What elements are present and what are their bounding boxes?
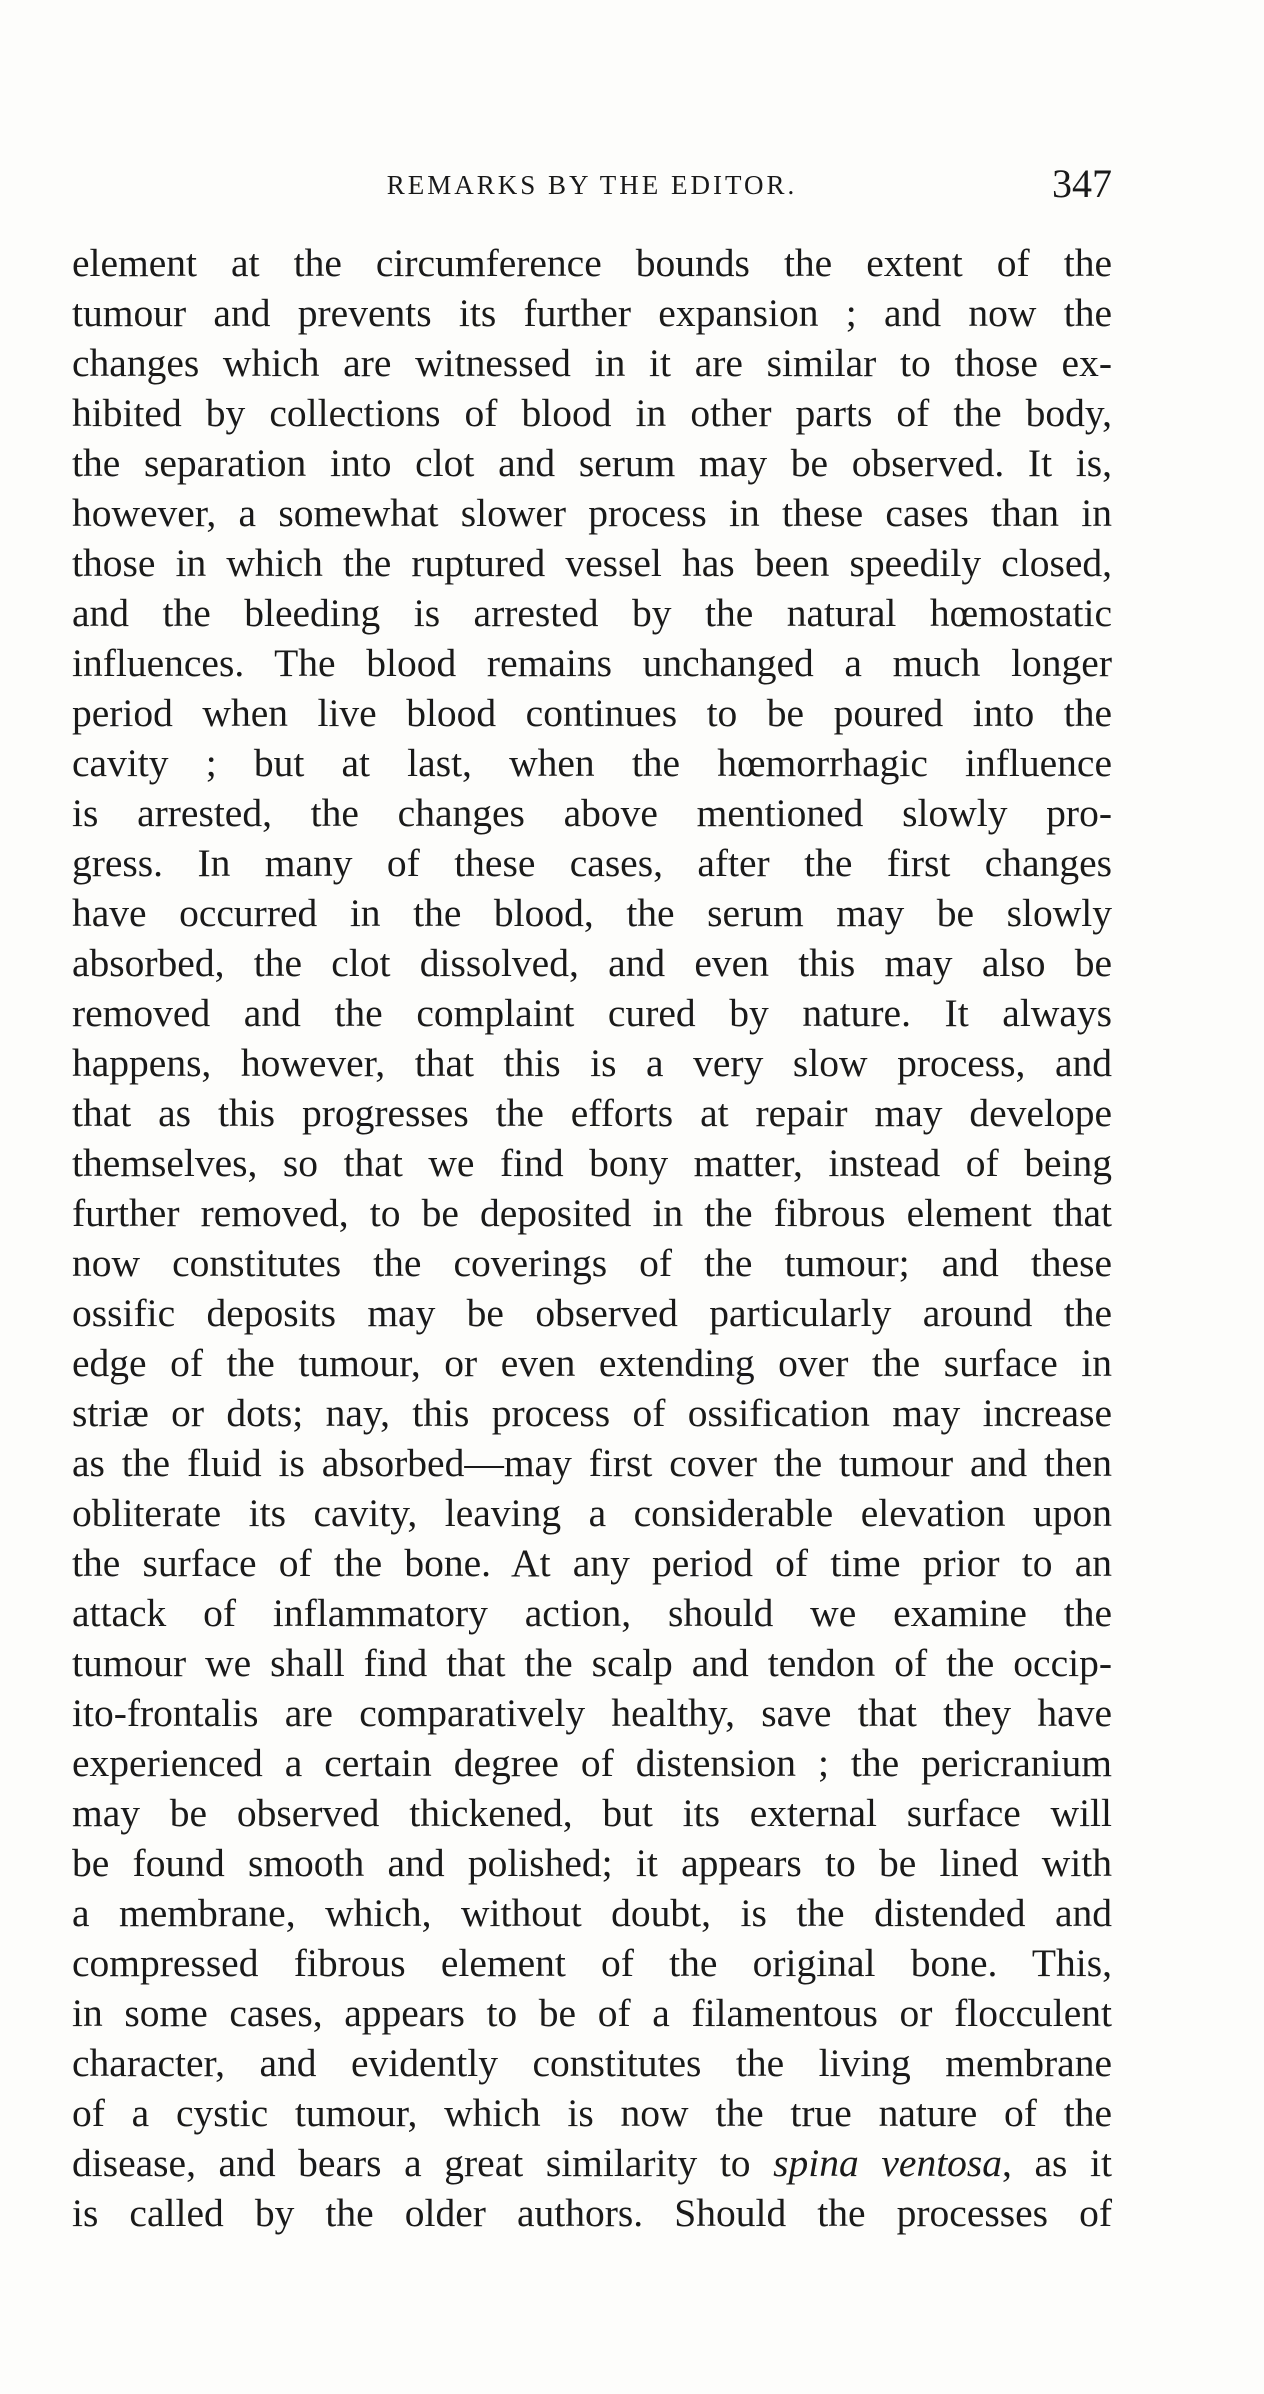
text-line: and the bleeding is arrested by the natural hœmostatic [72, 591, 1112, 635]
text-line: obliterate its cavity, leaving a considerable elevation upon [72, 1491, 1112, 1535]
text-line: compressed fibrous element of the original bone. This, [72, 1941, 1112, 1985]
text-line: changes which are witnessed in it are similar to those ex- [72, 341, 1112, 385]
text-line: a membrane, which, without doubt, is the distended and [72, 1891, 1112, 1935]
text-line: absorbed, the clot dissolved, and even this may also be [72, 941, 1112, 985]
text-line: hibited by collections of blood in other parts of the body, [72, 391, 1112, 435]
text-line-with-italic [72, 2138, 1112, 2188]
text-line: ossific deposits may be observed particularly around the [72, 1291, 1112, 1335]
running-title: REMARKS BY THE EDITOR. [386, 170, 798, 200]
text-line: is called by the older authors. Should the processes of [72, 2191, 1112, 2235]
text-line: however, a somewhat slower process in these cases than in [72, 491, 1112, 535]
text-line: tumour we shall find that the scalp and tendon of the occip- [72, 1641, 1112, 1685]
text-line: gress. In many of these cases, after the first changes [72, 841, 1112, 885]
text-line: those in which the ruptured vessel has been speedily closed, [72, 541, 1112, 585]
text-line: experienced a certain degree of distension ; the pericranium [72, 1741, 1112, 1785]
text-line: now constitutes the coverings of the tumour; and these [72, 1241, 1112, 1285]
page-number: 347 [1052, 161, 1112, 206]
text-line: cavity ; but at last, when the hœmorrhagic influence [72, 741, 1112, 785]
text-line: ito-frontalis are comparatively healthy, save that they have [72, 1691, 1112, 1735]
text-line: be found smooth and polished; it appears to be lined with [72, 1841, 1112, 1885]
text-line: happens, however, that this is a very slow process, and [72, 1041, 1112, 1085]
text-line: attack of inflammatory action, should we examine the [72, 1591, 1112, 1635]
running-head [72, 160, 1112, 216]
text-line: the separation into clot and serum may be observed. It is, [72, 441, 1112, 485]
text-line: further removed, to be deposited in the fibrous element that [72, 1191, 1112, 1235]
text-line: that as this progresses the efforts at repair may develope [72, 1091, 1112, 1135]
text-line: tumour and prevents its further expansion ; and now the [72, 291, 1112, 335]
text-line: removed and the complaint cured by nature. It always [72, 991, 1112, 1035]
text-fragment: , as it [1002, 2141, 1112, 2185]
text-line: influences. The blood remains unchanged a much longer [72, 641, 1112, 685]
text-line: have occurred in the blood, the serum may be slowly [72, 891, 1112, 935]
text-line: as the fluid is absorbed—may first cover the tumour and then [72, 1441, 1112, 1485]
text-fragment: disease, and bears a great similarity to [72, 2141, 774, 2185]
text-line: the surface of the bone. At any period of time prior to an [72, 1541, 1112, 1585]
body-text [72, 238, 1112, 2238]
text-line: of a cystic tumour, which is now the true nature of the [72, 2091, 1112, 2135]
text-line: striæ or dots; nay, this process of ossification may increase [72, 1391, 1112, 1435]
text-line: element at the circumference bounds the extent of the [72, 241, 1112, 285]
text-line: period when live blood continues to be poured into the [72, 691, 1112, 735]
text-line: is arrested, the changes above mentioned slowly pro- [72, 791, 1112, 835]
text-line: themselves, so that we find bony matter, instead of being [72, 1141, 1112, 1185]
text-line: edge of the tumour, or even extending over the surface in [72, 1341, 1112, 1385]
italic-term: spina ventosa [773, 2141, 1003, 2185]
text-line: in some cases, appears to be of a filamentous or flocculent [72, 1991, 1112, 2035]
text-line: character, and evidently constitutes the living membrane [72, 2041, 1112, 2085]
text-line: may be observed thickened, but its external surface will [72, 1791, 1112, 1835]
